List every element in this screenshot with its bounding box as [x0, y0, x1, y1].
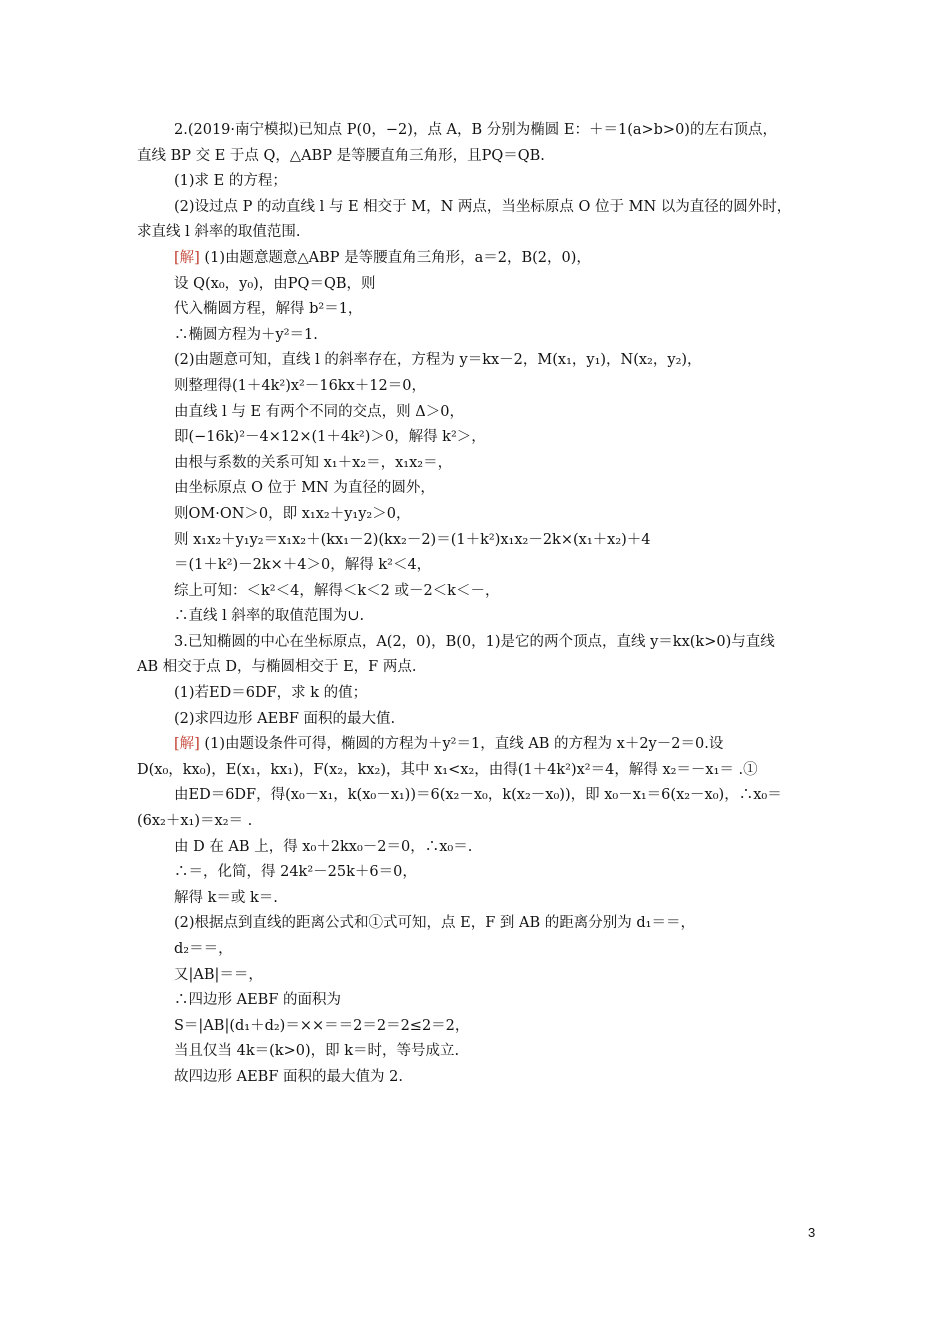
line-text: 当且仅当 4k＝(k>0)，即 k＝时，等号成立. [174, 1043, 460, 1060]
line-text: (1)由题设条件可得，椭圆的方程为＋y²＝1，直线 AB 的方程为 x＋2y－2＝0.设 [199, 736, 724, 753]
text-line [137, 1014, 817, 1040]
text-line [137, 783, 817, 809]
line-text: (2)求四边形 AEBF 面积的最大值. [174, 710, 396, 727]
text-line [137, 272, 817, 298]
line-text: D(x₀，kx₀)，E(x₁，kx₁)，F(x₂，kx₂)，其中 x₁<x₂，由得(1＋4k²)x²＝4，解得 x₂＝－x₁＝ .① [137, 761, 758, 778]
text-line [137, 809, 817, 835]
line-text: (2)设过点 P 的动直线 l 与 E 相交于 M，N 两点，当坐标原点 O 位于 MN 以为直径的圆外时， [174, 198, 792, 215]
line-text: 设 Q(x₀，y₀)，由PQ＝QB，则 [174, 275, 376, 292]
text-line [137, 937, 817, 963]
line-text: 故四边形 AEBF 面积的最大值为 2. [174, 1068, 403, 1085]
text-line [137, 886, 817, 912]
text-line [137, 118, 817, 144]
text-line [137, 1065, 817, 1091]
text-line [137, 758, 817, 784]
text-line [137, 169, 817, 195]
text-line [137, 630, 817, 656]
text-line [137, 732, 817, 758]
text-line [137, 911, 817, 937]
solution-marker: [解] [174, 736, 200, 753]
line-text: ∴四边形 AEBF 的面积为 [174, 992, 341, 1009]
text-line [137, 195, 817, 221]
text-line [137, 963, 817, 989]
line-text: 由直线 l 与 E 有两个不同的交点，则 Δ＞0， [174, 403, 464, 420]
line-text: ∴直线 l 斜率的取值范围为∪. [174, 608, 365, 625]
line-text: (6x₂＋x₁)＝x₂＝ . [137, 813, 253, 830]
text-line [137, 655, 817, 681]
text-line [137, 988, 817, 1014]
page-number: 3 [808, 1225, 816, 1240]
line-text: 2.(2019·南宁模拟)已知点 P(0，−2)，点 A，B 分别为椭圆 E：＋＝1(a>b>0)的左右顶点， [174, 122, 777, 138]
line-text: (1)求 E 的方程； [174, 173, 287, 190]
text-line [137, 297, 817, 323]
line-text: 解得 k＝或 k＝. [174, 889, 278, 906]
text-line [137, 348, 817, 374]
text-line [137, 451, 817, 477]
line-text: 代入椭圆方程，解得 b²＝1， [174, 301, 363, 318]
text-line [137, 476, 817, 502]
text-line [137, 1039, 817, 1065]
text-line [137, 707, 817, 733]
text-line [137, 681, 817, 707]
line-text: ＝(1＋k²)－2k×＋4＞0，解得 k²＜4， [174, 557, 432, 574]
text-line [137, 860, 817, 886]
text-line [137, 604, 817, 630]
line-text: (2)由题意可知，直线 l 的斜率存在，方程为 y＝kx－2，M(x₁，y₁)，N(x₂，y₂)， [174, 352, 702, 369]
text-line [137, 425, 817, 451]
solution-marker: [解] [174, 249, 200, 266]
page-body [137, 118, 817, 1091]
text-line [137, 323, 817, 349]
text-line [137, 502, 817, 528]
text-line [137, 246, 817, 272]
line-text: 3.已知椭圆的中心在坐标原点，A(2，0)，B(0，1)是它的两个顶点，直线 y＝kx(k>0)与直线 [174, 633, 775, 650]
line-text: (1)由题意题意△ABP 是等腰直角三角形，a＝2，B(2，0)， [199, 249, 591, 266]
line-text: AB 相交于点 D，与椭圆相交于 E，F 两点. [137, 659, 417, 676]
line-text: 由坐标原点 O 位于 MN 为直径的圆外， [174, 480, 435, 497]
text-line [137, 400, 817, 426]
line-text: d₂＝＝， [174, 941, 233, 957]
line-text: 则OM·ON＞0，即 x₁x₂＋y₁y₂＞0， [174, 505, 411, 522]
text-line [137, 374, 817, 400]
line-text: 由根与系数的关系可知 x₁＋x₂＝，x₁x₂＝， [174, 454, 453, 471]
text-line [137, 579, 817, 605]
text-line [137, 528, 817, 554]
line-text: S＝|AB|(d₁＋d₂)＝××＝＝2＝2＝2≤2＝2， [174, 1017, 470, 1034]
text-line [137, 553, 817, 579]
line-text: 则整理得(1＋4k²)x²－16kx＋12＝0， [174, 377, 426, 394]
line-text: ∴＝，化简，得 24k²－25k＋6＝0， [174, 864, 417, 881]
line-text: 则 x₁x₂＋y₁y₂＝x₁x₂＋(kx₁－2)(kx₂－2)＝(1＋k²)x₁x₂－2k×(x₁＋x₂)＋4 [174, 531, 651, 548]
text-line [137, 835, 817, 861]
line-text: 由ED＝6DF，得(x₀－x₁，k(x₀－x₁))＝6(x₂－x₀，k(x₂－x₀))，即 x₀－x₁＝6(x₂－x₀)，∴x₀＝ [174, 787, 782, 804]
text-line [137, 220, 817, 246]
line-text: 求直线 l 斜率的取值范围. [137, 224, 301, 241]
line-text: 又|AB|＝＝， [174, 966, 263, 983]
line-text: 即(−16k)²－4×12×(1＋4k²)＞0，解得 k²＞， [174, 429, 486, 446]
line-text: (1)若ED＝6DF，求 k 的值； [174, 685, 368, 702]
line-text: (2)根据点到直线的距离公式和①式可知，点 E，F 到 AB 的距离分别为 d₁＝＝， [174, 915, 695, 932]
line-text: ∴椭圆方程为＋y²＝1. [174, 326, 318, 343]
line-text: 直线 BP 交 E 于点 Q，△ABP 是等腰直角三角形，且PQ＝QB. [137, 147, 545, 164]
line-text: 综上可知：＜k²＜4，解得＜k＜2 或－2＜k＜－， [174, 582, 500, 599]
text-line [137, 144, 817, 170]
line-text: 由 D 在 AB 上，得 x₀＋2kx₀－2＝0，∴x₀＝. [174, 838, 473, 855]
